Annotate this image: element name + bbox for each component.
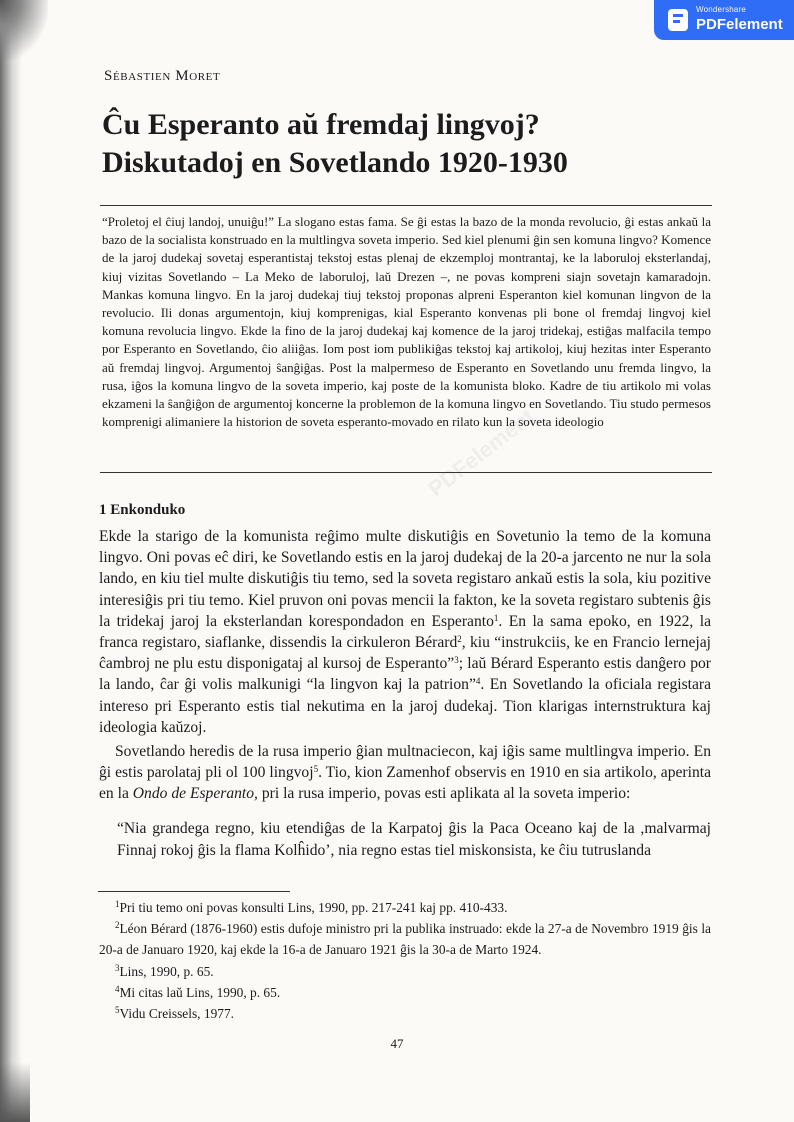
footnote-number: 3 xyxy=(115,962,120,973)
scan-spine-top-mark xyxy=(0,0,48,60)
abstract-text: “Proletoj el ĉiuj landoj, unuiĝu!” La slogano estas fama. Se ĝi estas la bazo de la monda revolucio, ĝi estas ankaŭ la bazo de la socialista konstruado en la multlingva soveta imperio. Sed kiel plenumi ĝin sen komuna lingvo? Komence de la jaroj dudekaj sovetaj esperantistaj tekstoj estas plenaj de ekzemploj montrantaj, ke la laboruloj eksterlandaj, kiuj vizitas Sovetlando – La Meko de laboruloj, laŭ Drezen –, ne povas kompreni siajn sovetajn kamaradojn. Mankas komuna lingvo. En la jaroj dudekaj tiuj tekstoj proponas alpreni Esperanton kiel komunan lingvon de la revolucio. Ili donas argumentojn, kiuj komprenigas, kial Esperanto konvenas pli bone ol fremdaj lingvoj kiel komuna revolucia lingvo. Ekde la fino de la jaroj dudekaj kaj komence de la jaroj tridekaj, estiĝas malfacila tempo por Esperanto en Sovetlando, ĉio aliiĝas. Iom post iom publikiĝas tekstoj kaj artikoloj, kiuj hezitas inter Esperanto aŭ fremdaj lingvoj. Argumentoj ŝanĝiĝas. Post la malpermeso de Esperanto en Sovetlando unu fremda lingvo, la rusa, iĝos la komuna lingvo de la soveta imperio, kaj poste de la komunista bloko. Kadre de tiu artikolo mi volas ekzameni la ŝanĝiĝon de argumentoj koncerne la problemon de la komuna lingvo en Sovetlando. Tiu studo permesos komprenigi alimaniere la historion de soveta esperanto-movado en rilato kun la soveta ideologio xyxy=(102,214,711,430)
footnote-2 xyxy=(99,918,711,960)
pdfelement-badge[interactable] xyxy=(654,0,794,40)
footnote-ref-2[interactable]: 2 xyxy=(457,634,462,645)
footnote-text: Lins, 1990, p. 65. xyxy=(119,963,214,979)
p1-text-e: . En Sovetlando la oficiala registara intereso pri Esperanto estis tial nekutima en la jaroj dudekaj. Tion klarigas internstruktura kaj ideologia kaŭzoj. xyxy=(99,676,712,736)
p1-text-b: . En la sama epoko, en 1922, la franca registaro, siaflanke, dissendis la cirkuleron Bérard xyxy=(99,612,711,652)
pdfelement-logo-icon xyxy=(668,9,688,31)
footnote-5 xyxy=(99,1003,711,1024)
watermark: PDFelement xyxy=(423,403,540,502)
footnote-4 xyxy=(99,982,711,1003)
footnote-ref-4[interactable]: 4 xyxy=(475,676,481,687)
title-line-2: Diskutadoj en Sovetlando 1920-1930 xyxy=(102,146,568,179)
badge-brand-name: PDFelement xyxy=(696,16,783,33)
p2-italic-title: Ondo de Esperanto, xyxy=(132,785,258,803)
footnote-number: 1 xyxy=(115,899,120,909)
badge-brand-small: Wondershare xyxy=(696,5,747,14)
footnote-number: 2 xyxy=(115,920,120,931)
body-paragraph-1 xyxy=(99,526,711,738)
abstract-top-rule xyxy=(100,205,712,206)
footnote-ref-1[interactable]: 1 xyxy=(493,612,499,623)
block-quote: “Nia grandega regno, kiu etendiĝas de la Karpatoj ĝis la Paca Oceano kaj de la ,malvarmaj Finnaj rokoj ĝis la flama Kolĥido’, nia regno estas tiel miskonsista, ke ĉiu tutruslanda xyxy=(117,820,711,859)
p1-text-c: , kiu “instrukciis, ke en Francio lernejaj ĉambroj ne plu estu disponigataj al kursoj de Esperanto” xyxy=(99,634,711,673)
footnote-1 xyxy=(99,897,711,918)
footnote-rule xyxy=(98,891,290,892)
footnote-text: Vidu Creissels, 1977. xyxy=(119,1006,234,1022)
body-paragraph-2 xyxy=(99,741,711,805)
footnote-ref-3[interactable]: 3 xyxy=(454,655,459,666)
footnote-text: Mi citas laŭ Lins, 1990, p. 65. xyxy=(119,984,281,1000)
footnote-number: 5 xyxy=(115,1005,120,1016)
page-number: 47 xyxy=(390,1036,404,1051)
footnote-number: 4 xyxy=(115,983,120,994)
p2-text-c: pri la rusa imperio, povas esti aplikata al la soveta imperio: xyxy=(257,785,631,803)
p2-text-b: . Tio, kion Zamenhof observis en 1910 en sia artikolo, aperinta en la xyxy=(99,764,711,803)
author-name: Sébastien Moret xyxy=(104,68,221,84)
p1-text-a: Ekde la starigo de la komunista reĝimo multe diskutiĝis en Sovetunio la temo de la komuna lingvo. Oni povas eĉ diri, ke Sovetlando estis en la jaroj dudekaj de la 20-a jarcento ne nur la sola lando, en kiu tiel multe diskutiĝis tiu temo, sed la soveta registaro ankaŭ estis la sola, kiu pozitive interesiĝis pri tiu temo. Kiel pruvon oni povas mencii la fakton, ke la soveta registaro subtenis ĝis la tridekaj jaroj la eksterlandan korespondadon en Esperanto xyxy=(99,528,711,630)
scan-spine-shadow xyxy=(0,0,22,1122)
scan-spine-bottom-mark xyxy=(0,1062,30,1122)
footnote-text: Léon Bérard (1876-1960) estis dufoje ministro pri la publika instruado: ekde la 27-a de Novembro 1919 ĝis la 20-a de Januaro 1920, kaj ekde la 16-a de Januaro 1921 ĝis la 30-a de Marto 1924. xyxy=(99,921,711,958)
article-title xyxy=(102,106,722,182)
footnotes xyxy=(99,897,711,1024)
footnote-3 xyxy=(99,961,711,982)
footnote-text: Pri tiu temo oni povas konsulti Lins, 1990, pp. 217-241 kaj pp. 410-433. xyxy=(119,900,508,915)
title-line-1: Ĉu Esperanto aŭ fremdaj lingvoj? xyxy=(102,108,540,141)
footnote-ref-5[interactable]: 5 xyxy=(313,764,319,775)
p1-text-d: ; laŭ Bérard Esperanto estis danĝero por la lando, ĉar ĝi volis malkunigi “la lingvon kaj la patrion” xyxy=(99,655,711,694)
abstract-bottom-rule xyxy=(100,472,712,473)
section-heading: 1 Enkonduko xyxy=(99,502,186,518)
p2-text-a: Sovetlando heredis de la rusa imperio ĝian multnaciecon, kaj iĝis same multlingva imperio. En ĝi estis parolataj pli ol 100 lingvoj xyxy=(99,743,711,782)
